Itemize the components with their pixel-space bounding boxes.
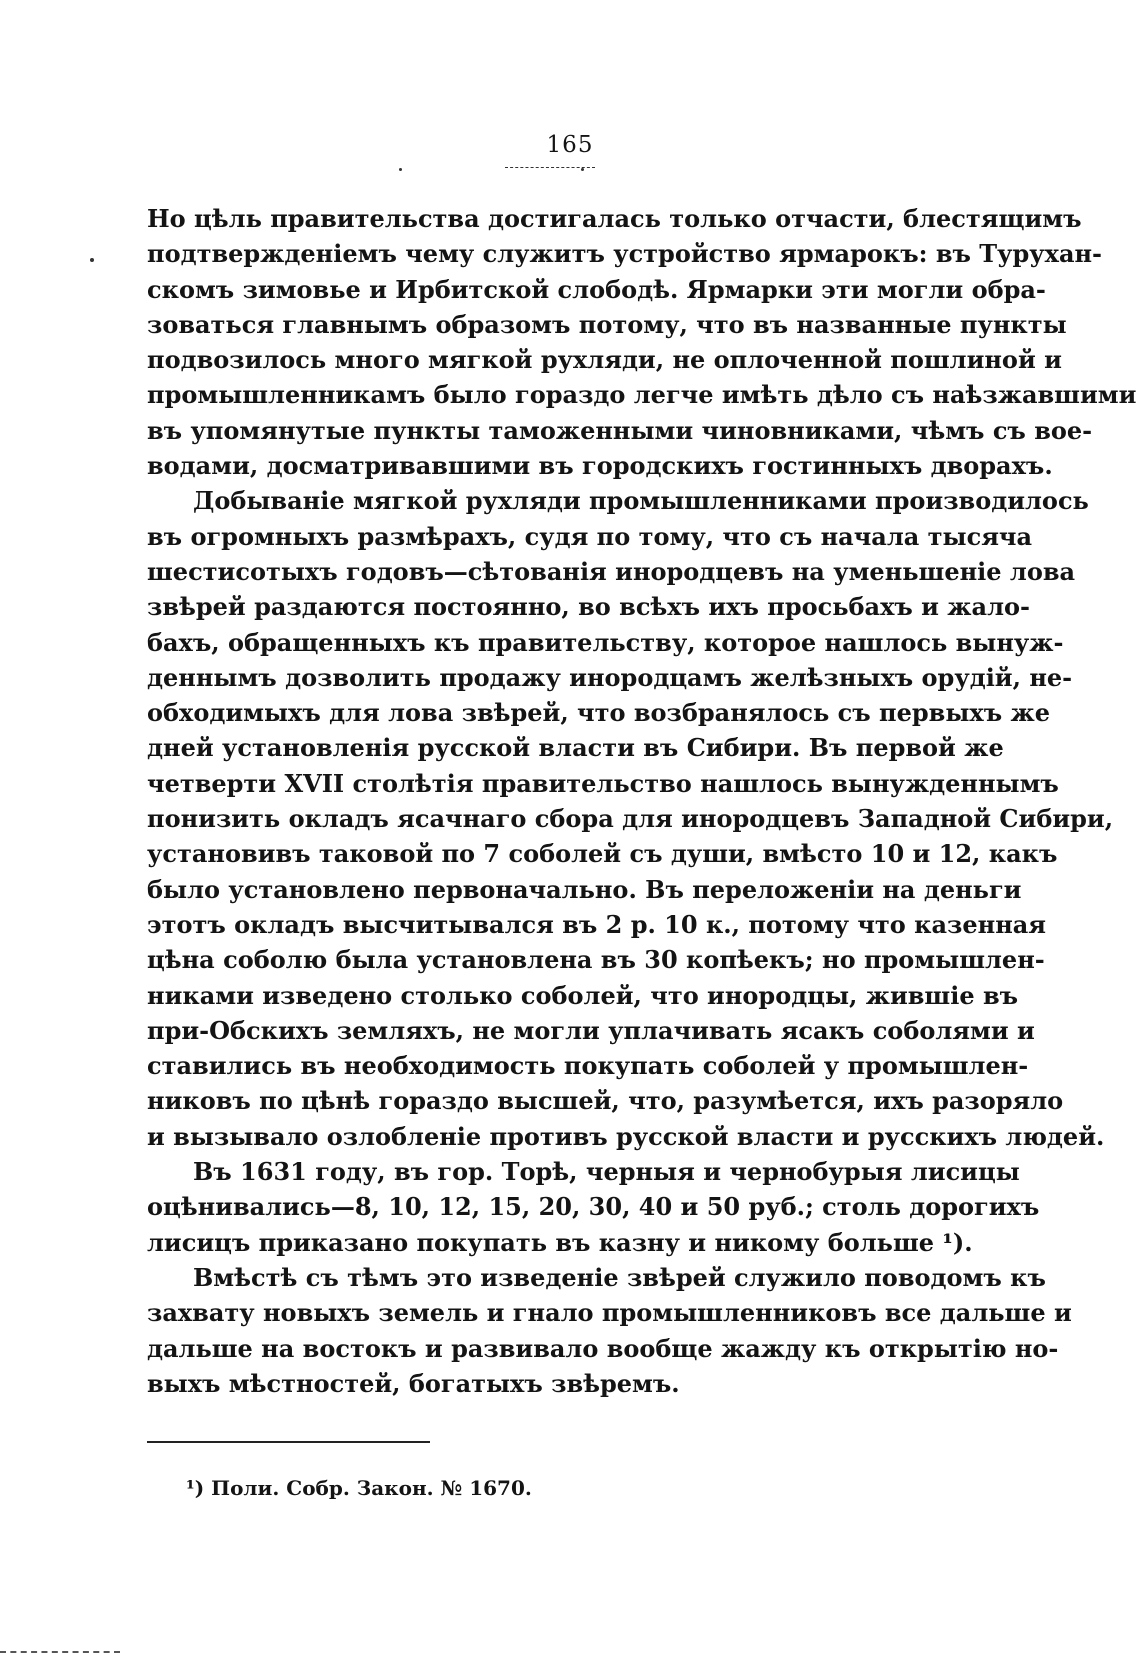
- text-line: Въ 1631 году, въ гор. Торѣ, черныя и чернобурыя лисицы: [193, 1157, 1020, 1187]
- body-text: [147, 201, 1137, 1401]
- text-line: было установлено первоначально. Въ переложеніи на деньги: [147, 874, 1022, 904]
- text-line: обходимыхъ для лова звѣрей, что возбранялось съ первыхъ же: [147, 698, 1050, 728]
- text-line: установивъ таковой по 7 соболей съ души, вмѣсто 10 и 12, какъ: [147, 839, 1058, 869]
- text-line: никовъ по цѣнѣ гораздо высшей, что, разумѣется, ихъ разоряло: [147, 1086, 1064, 1116]
- text-line: понизить окладъ ясачнаго сбора для инородцевъ Западной Сибири,: [147, 804, 1114, 834]
- text-line: подвозилось много мягкой рухляди, не оплоченной пошлиной и: [147, 345, 1062, 375]
- text-line: лисицъ приказано покупать въ казну и никому больше ¹).: [147, 1227, 973, 1257]
- bottom-scan-dash: [0, 1651, 120, 1653]
- footnote-rule: [147, 1441, 430, 1443]
- text-line: Добываніе мягкой рухляди промышленниками производилось: [193, 486, 1089, 516]
- text-line: зоваться главнымъ образомъ потому, что въ названные пункты: [147, 309, 1067, 339]
- page-number: 165: [546, 132, 594, 158]
- paragraph: [147, 1260, 1072, 1401]
- text-line: шестисотыхъ годовъ—сѣтованія инородцевъ на уменьшеніе лова: [147, 556, 1076, 586]
- text-line: звѣрей раздаются постоянно, во всѣхъ ихъ просьбахъ и жало-: [147, 592, 1030, 622]
- footnote: ¹) Поли. Собр. Закон. № 1670.: [186, 1476, 532, 1500]
- text-line: захвату новыхъ земель и гнало промышленниковъ все дальше и: [147, 1298, 1072, 1328]
- scan-speck: [399, 168, 402, 171]
- text-line: ставились въ необходимость покупать соболей у промышлен-: [147, 1051, 1029, 1081]
- text-line: промышленникамъ было гораздо легче имѣть дѣло съ наѣзжавшими: [147, 380, 1137, 410]
- text-line: и вызывало озлобленіе противъ русской власти и русскихъ людей.: [147, 1121, 1105, 1151]
- text-line: этотъ окладъ высчитывался въ 2 р. 10 к., потому что казенная: [147, 909, 1047, 939]
- text-line: въ упомянутые пункты таможенными чиновниками, чѣмъ съ вое-: [147, 415, 1093, 445]
- text-line: четверти XVII столѣтія правительство нашлось вынужденнымъ: [147, 768, 1059, 798]
- text-line: Но цѣль правительства достигалась только отчасти, блестящимъ: [147, 204, 1082, 233]
- text-line: оцѣнивались—8, 10, 12, 15, 20, 30, 40 и 50 руб.; столь дорогихъ: [147, 1192, 1040, 1222]
- text-line: Вмѣстѣ съ тѣмъ это изведеніе звѣрей служило поводомъ къ: [193, 1262, 1046, 1292]
- text-line: подтвержденіемъ чему служитъ устройство ярмарокъ: въ Турухан-: [147, 239, 1103, 269]
- text-line: никами изведено столько соболей, что инородцы, жившіе въ: [147, 980, 1019, 1010]
- scan-speck: [581, 168, 584, 171]
- text-line: при-Обскихъ земляхъ, не могли уплачивать ясакъ соболями и: [147, 1015, 1035, 1045]
- paragraph: [147, 1154, 1040, 1260]
- text-line: въ огромныхъ размѣрахъ, судя по тому, что съ начала тысяча: [147, 521, 1033, 551]
- text-line: скомъ зимовье и Ирбитской слободѣ. Ярмарки эти могли обра-: [147, 274, 1046, 304]
- text-line: бахъ, обращенныхъ къ правительству, которое нашлось вынуж-: [147, 627, 1064, 657]
- text-line: деннымъ дозволить продажу инородцамъ желѣзныхъ орудій, не-: [147, 662, 1073, 692]
- text-line: водами, досматривавшими въ городскихъ гостинныхъ дворахъ.: [147, 451, 1053, 481]
- text-line: выхъ мѣстностей, богатыхъ звѣремъ.: [147, 1368, 680, 1398]
- paragraph: [147, 201, 1137, 483]
- scan-speck: [90, 258, 94, 262]
- paragraph: [147, 483, 1114, 1154]
- text-line: дальше на востокъ и развивало вообще жажду къ открытію но-: [147, 1333, 1059, 1363]
- text-line: дней установленія русской власти въ Сибири. Въ первой же: [147, 733, 1004, 763]
- text-line: цѣна соболю была установлена въ 30 копѣекъ; но промышлен-: [147, 945, 1045, 975]
